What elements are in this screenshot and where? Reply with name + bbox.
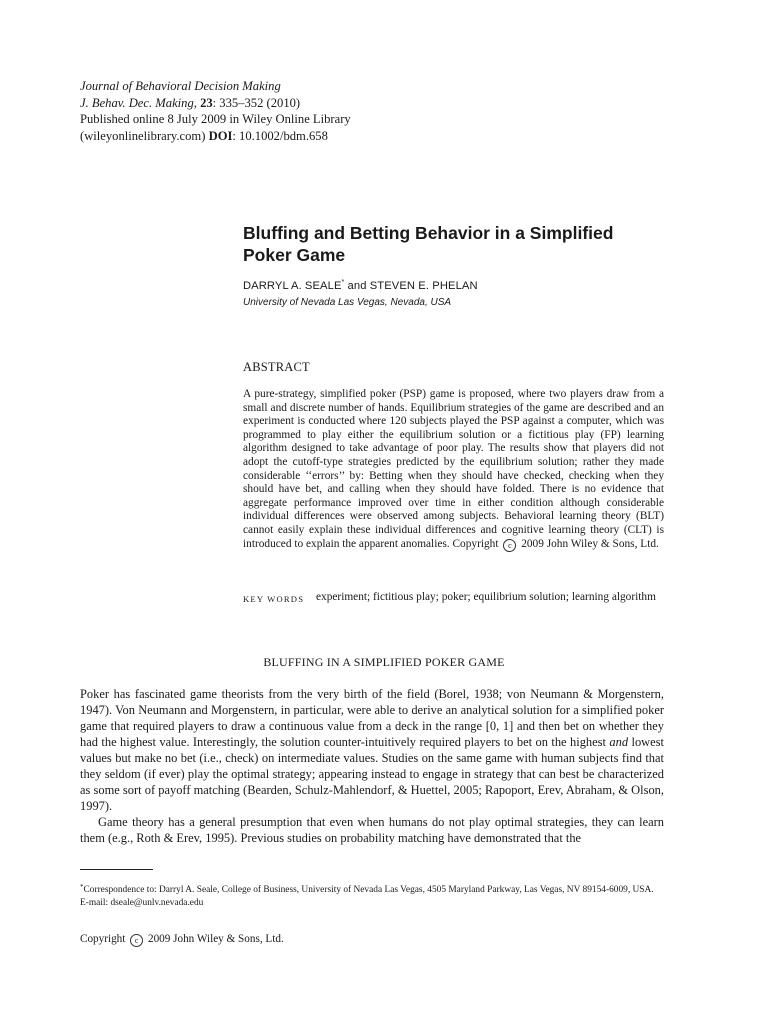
journal-pages: : 335–352 (2010) [212, 95, 301, 110]
paragraph-1-part-a: Poker has fascinated game theorists from the very birth of the field (Borel, 1938; von Neumann & Morgenstern, 1947). Von Neumann and Morgenstern, in particular, were able to derive an analytical solution for a simplified poker game that required players to draw a continuous value from a deck in the range [0, 1] and then bet on whether they had the highest value. Interestingly, the solution counter-intuitively required players to bet on the highest [80, 687, 664, 749]
title-line-1: Bluffing and Betting Behavior in a Simplified [243, 223, 614, 243]
abstract-copyright-holder: 2009 John Wiley & Sons, Ltd. [521, 537, 659, 550]
title-line-2: Poker Game [243, 245, 346, 265]
journal-volume: 23 [200, 95, 213, 110]
abstract-copyright-label: Copyright [452, 537, 499, 550]
keywords-text: experiment; fictitious play; poker; equilibrium solution; learning algorithm [316, 591, 656, 603]
doi-value: : 10.1002/bdm.658 [232, 128, 328, 143]
paragraph-1-part-b: lowest values but make no bet (i.e., check) on intermediate values. Studies on the same game with human subjects find that they seldom (if ever) play the optimal strategy; appearing instead to engage in strategy that can best be characterized as some sort of payoff matching (Bearden, Schulz-Mahlendorf, & Huettel, 2005; Rapoport, Erev, Abraham, & Olson, 1997). [80, 735, 664, 813]
correspondence-mark: * [341, 279, 345, 286]
section-heading: BLUFFING IN A SIMPLIFIED POKER GAME [263, 655, 505, 669]
page-copyright-label: Copyright [80, 933, 126, 945]
footnote-text: Correspondence to: Darryl A. Seale, College of Business, University of Nevada Las Vegas, 4505 Maryland Parkway, Las Vegas, NV 89154-6009, USA. E-mail: dseale@unlv.nevada.edu [80, 885, 654, 908]
page-copyright [80, 933, 284, 947]
footnote [80, 881, 664, 910]
author-list [243, 279, 683, 292]
abstract-body [243, 388, 664, 552]
author-separator: and [344, 280, 370, 292]
doi-label: DOI [208, 128, 233, 143]
author-2: STEVEN E. PHELAN [369, 280, 478, 292]
paragraph-2: Game theory has a general presumption that even when humans do not play optimal strategies, they can learn them (e.g., Roth & Erev, 1995). Previous studies on probability matching have demonstrated that the [80, 815, 664, 845]
journal-citation [80, 78, 351, 144]
journal-site: (wileyonlinelibrary.com) [80, 128, 206, 143]
abstract-heading: ABSTRACT [243, 360, 310, 374]
abstract-text: A pure-strategy, simplified poker (PSP) game is proposed, where two players draw from a small and discrete number of hands. Equilibrium strategies of the game are described and an experiment is conducted where 120 subjects played the PSP against a computer, which was programmed to play either the equilibrium solution or a fictitious play (FP) learning algorithm designed to take advantage of poor play. The results show that players did not adopt the cutoff-type strategies predicted by the equilibrium solution; rather they made considerable ‘‘errors’’ by: Betting when they should have checked, checking when they should have bet, and calling when they should have folded. There is no evidence that aggregate performance improved over time in either condition although considerable individual differences were observed among subjects. Behavioral learning theory (BLT) cannot easily explain these individual differences and cognitive learning theory (CLT) is introduced to explain the apparent anomalies. [243, 388, 664, 550]
keywords-label: KEY WORDS [243, 594, 305, 604]
journal-name: Journal of Behavioral Decision Making [80, 79, 281, 93]
body-text [80, 686, 664, 846]
journal-abbrev: J. Behav. Dec. Making [80, 95, 194, 110]
publication-line: Published online 8 July 2009 in Wiley Online Library [80, 112, 351, 126]
title-block [243, 222, 683, 308]
article-title [243, 222, 683, 266]
paragraph-1 [80, 686, 664, 814]
doi-line [80, 128, 351, 145]
page-copyright-symbol-icon: c [130, 934, 143, 947]
paragraph-1-emphasis: and [609, 735, 629, 749]
footnote-rule [80, 869, 153, 870]
journal-reference: J. Behav. Dec. Making, 23: 335–352 (2010) [80, 95, 301, 110]
footnote-mark: * [80, 883, 84, 891]
author-1: DARRYL A. SEALE [243, 280, 342, 292]
copyright-symbol-icon: c [503, 539, 516, 552]
affiliation: University of Nevada Las Vegas, Nevada, USA [243, 297, 452, 308]
page-copyright-holder: 2009 John Wiley & Sons, Ltd. [147, 933, 284, 945]
keywords-block [243, 590, 664, 606]
